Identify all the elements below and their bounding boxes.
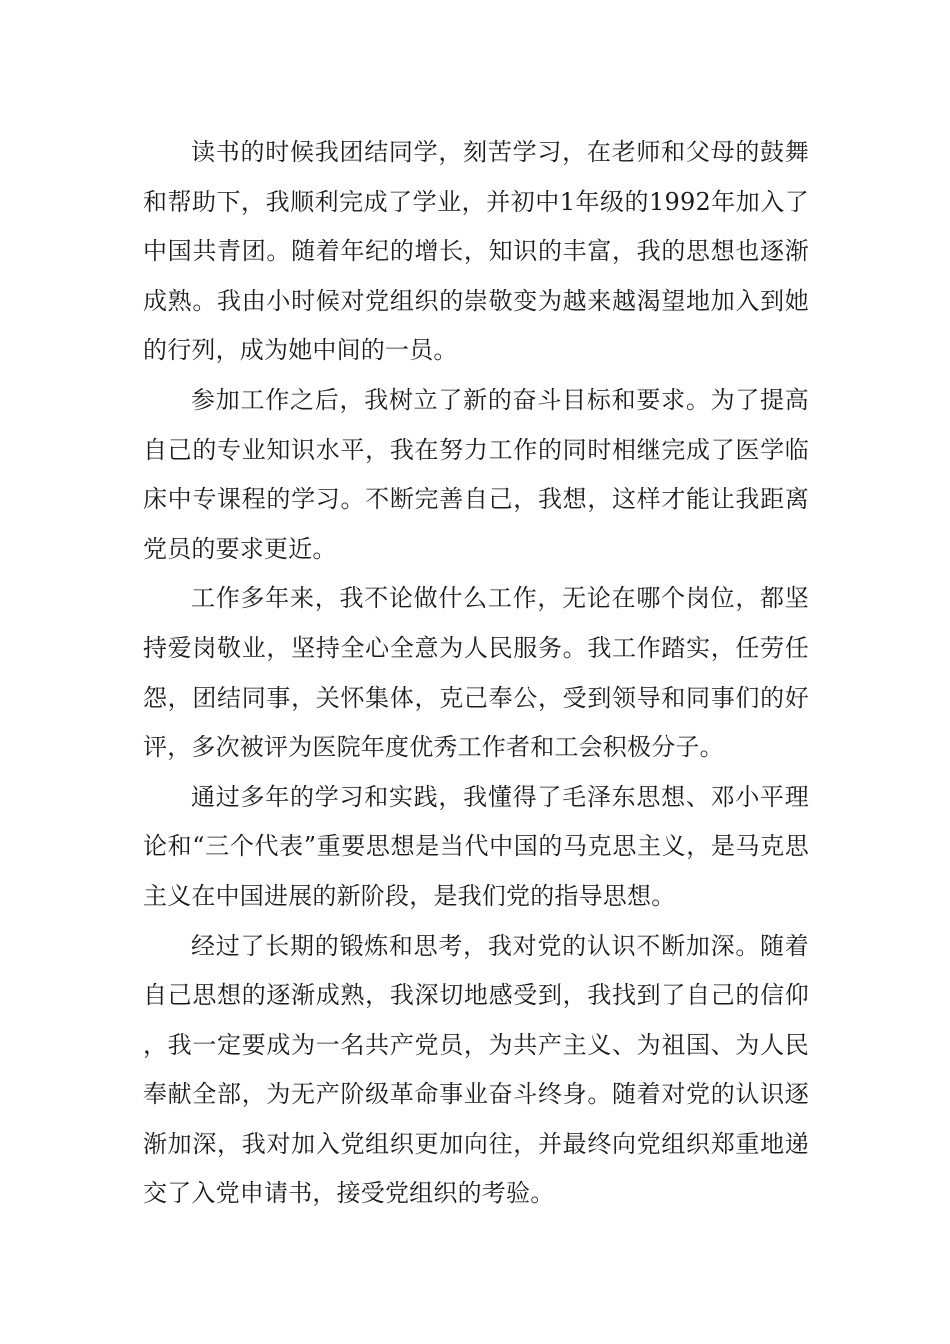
document-body (143, 128, 809, 1219)
paragraph-school: 读书的时候我团结同学，刻苦学习，在老师和父母的鼓舞和帮助下，我顺利完成了学业，并初中1年级的1992年加入了中国共青团。随着年纪的增长，知识的丰富，我的思想也逐渐成熟。我由小时候对党组织的崇敬变为越来越渴望地加入到她的行列，成为她中间的一员。 (143, 138, 809, 365)
paragraph-work: 参加工作之后，我树立了新的奋斗目标和要求。为了提高自己的专业知识水平，我在努力工作的同时相继完成了医学临床中专课程的学习。不断完善自己，我想，这样才能让我距离党员的要求更近。 (143, 385, 809, 563)
paragraph-theory: 通过多年的学习和实践，我懂得了毛泽东思想、邓小平理论和“三个代表”重要思想是当代中国的马克思主义，是马克思主义在中国进展的新阶段，是我们党的指导思想。 (143, 782, 809, 910)
paragraph-service: 工作多年来，我不论做什么工作，无论在哪个岗位，都坚持爱岗敬业，坚持全心全意为人民服务。我工作踏实，任劳任怨，团结同事，关怀集体，克己奉公，受到领导和同事们的好评，多次被评为医院年度优秀工作者和工会积极分子。 (143, 584, 809, 762)
paragraph-application: 经过了长期的锻炼和思考，我对党的认识不断加深。随着自己思想的逐渐成熟，我深切地感受到，我找到了自己的信仰，我一定要成为一名共产党员，为共产主义、为祖国、为人民奉献全部，为无产阶级革命事业奋斗终身。随着对党的认识逐渐加深，我对加入党组织更加向往，并最终向党组织郑重地递交了入党申请书，接受党组织的考验。 (143, 931, 809, 1208)
